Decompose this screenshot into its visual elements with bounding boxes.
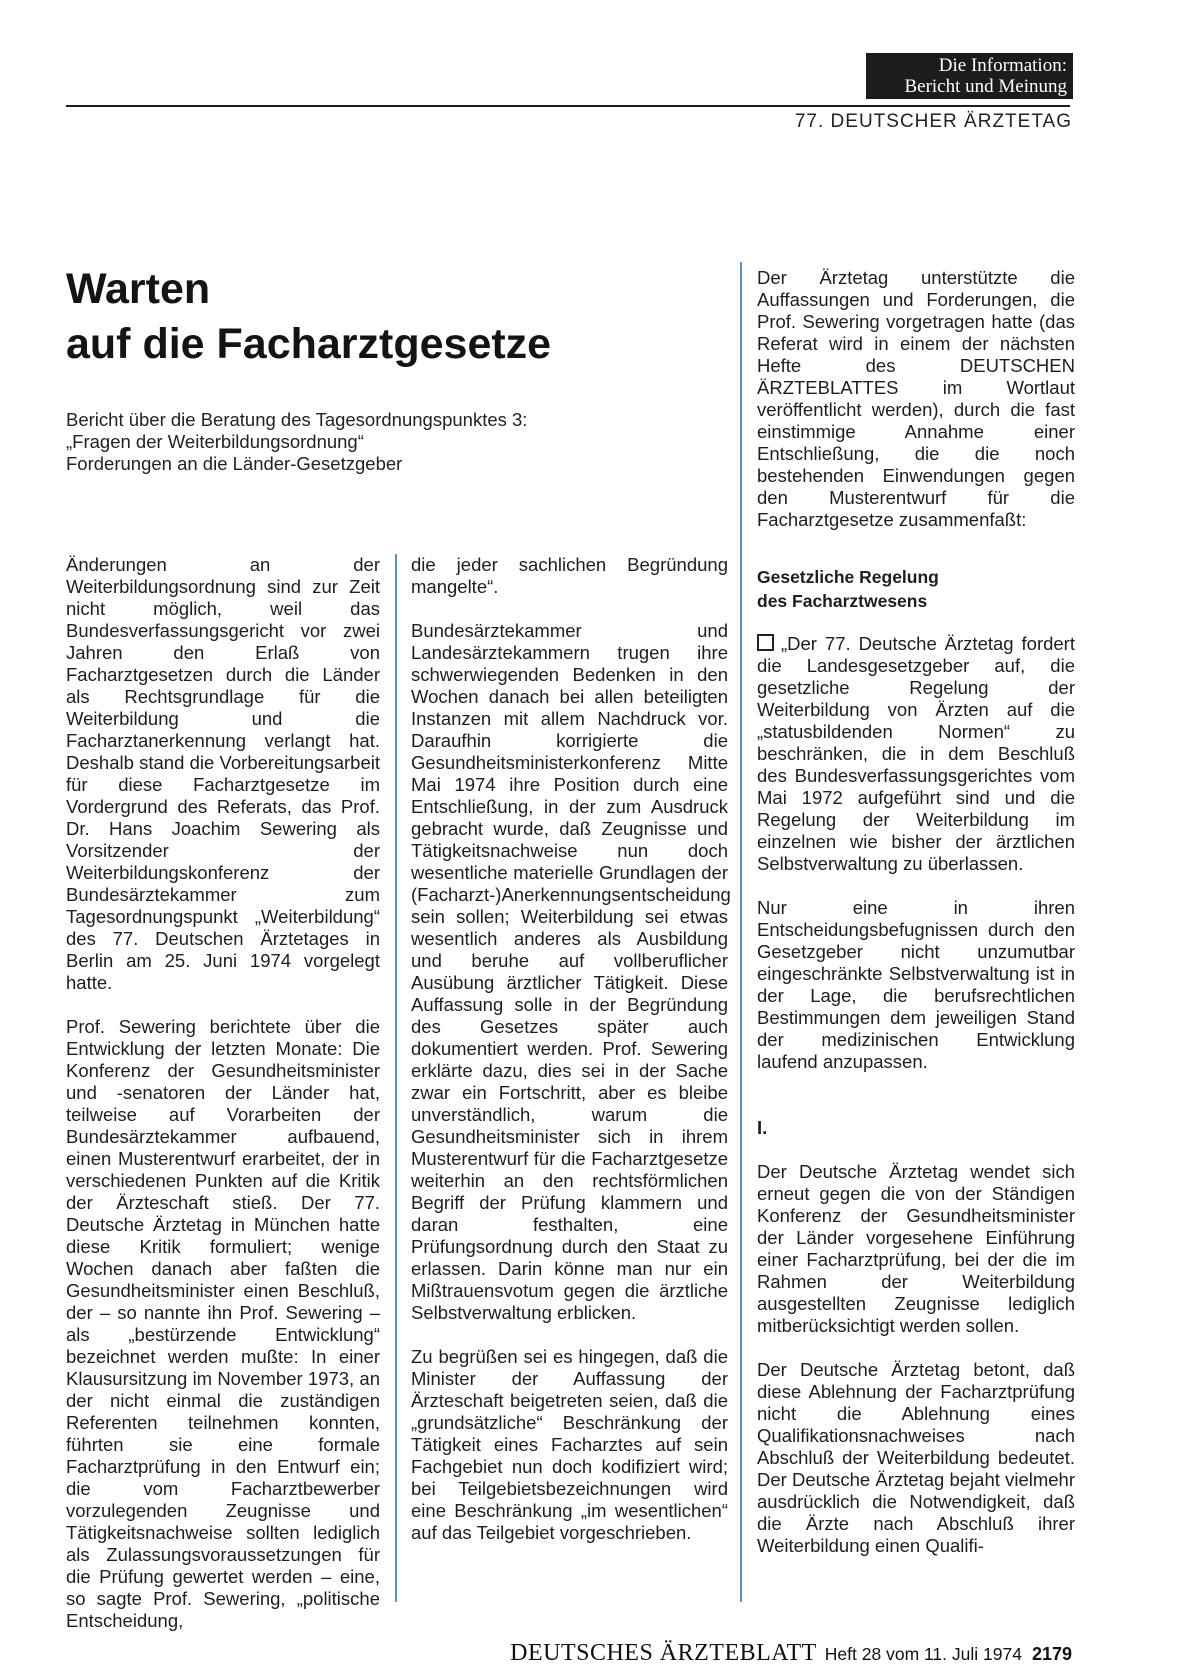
title-line-2: auf die Facharztgesetze [66,320,552,368]
col1-paragraph-1: Änderungen an der Weiterbildungsordnung sind zur Zeit nicht möglich, weil das Bundesverfassungsgericht vor zwei Jahren den Erlaß von Facharztgesetzen durch die Länder als Rechtsgrundlage für die Weiterbildung und die Facharztanerkennung verlangt hat. Deshalb stand die Vorbereitungsarbeit für diese Facharztgesetze im Vordergrund des Referats, das Prof. Dr. Hans Joachim Sewering als Vorsitzender der Weiterbildungskonferenz der Bundesärztekammer zum Tagesordnungspunkt „Weiterbildung“ des 77. Deutschen Ärztetages in Berlin am 25. Juni 1974 vorgelegt hatte. [66,554,380,993]
section-badge [866,53,1073,99]
page-number: 2179 [1031,1644,1072,1664]
badge-line-2: Bericht und Meinung [904,76,1067,97]
subheading-line-2: des Facharztwesens [757,591,928,611]
journal-name: DEUTSCHES ÄRZTEBLATT [510,1640,817,1666]
column-3 [757,267,1075,1557]
header-rule [66,105,1070,107]
subtitle-line-1: Bericht über die Beratung des Tagesordnungspunktes 3: [66,409,528,430]
col2-paragraph-1: die jeder sachlichen Begründung mangelte“. [411,554,728,597]
col1-paragraph-2: Prof. Sewering berichtete über die Entwicklung der letzten Monate: Die Konferenz der Gesundheitsminister und -senatoren der Länder hat, teilweise auf Vorarbeiten der Bundesärztekammer aufbauend, einen Musterentwurf erarbeitet, der in verschiedenen Punkten auf die Kritik der Ärzteschaft stieß. Der 77. Deutsche Ärztetag in München hatte diese Kritik formuliert; wenige Wochen danach aber faßten die Gesundheitsminister einen Beschluß, der – so nannte ihn Prof. Sewering – als „bestürzende Entwicklung“ bezeichnet werden mußte: In einer Klausursitzung im November 1973, an der nicht einmal die zuständigen Referenten teilnehmen konnten, führten sie eine formale Facharztprüfung in den Entwurf ein; die vom Facharztbewerber vorzulegenden Zeugnisse und Tätigkeitsnachweise sollten lediglich als Zulassungsvoraussetzungen für die Prüfung gewertet werden – eine, so sagte Prof. Sewering, „politische Entscheidung, [66,1016,380,1631]
subheading-line-1: Gesetzliche Regelung [757,567,939,587]
subtitle-line-2: „Fragen der Weiterbildungsordnung“ [66,431,364,452]
article-subtitle [66,409,666,475]
column-2 [411,554,731,1544]
issue-info: Heft 28 vom 11. Juli 1974 [824,1644,1022,1664]
title-line-1: Warten [66,265,211,313]
article-title [66,262,666,372]
badge-line-1: Die Information: [938,55,1067,76]
col3-paragraph-4: Der Deutsche Ärztetag wendet sich erneut gegen die von der Ständigen Konferenz der Gesundheitsminister der Länder vorgesehene Einführung einer Facharztprüfung, bei der die im Rahmen der Weiterbildung ausgestellten Zeugnisse lediglich mitberücksichtigt werden sollen. [757,1161,1075,1336]
column-divider-2 [740,262,742,1602]
page-footer [460,1640,1072,1667]
col3-paragraph-3: Nur eine in ihren Entscheidungsbefugnissen durch den Gesetzgeber nicht unzumutbar eingeschränkte Selbstverwaltung ist in der Lage, die berufsrechtlichen Bestimmungen dem jeweiligen Stand der medizinischen Entwicklung laufend anzupassen. [757,897,1075,1072]
section-label: 77. DEUTSCHER ÄRZTETAG [794,111,1072,132]
column-divider-1 [395,554,397,1602]
subtitle-line-3: Forderungen an die Länder-Gesetzgeber [66,453,403,474]
col3-paragraph-1: Der Ärztetag unterstützte die Auffassungen und Forderungen, die Prof. Sewering vorgetragen hatte (das Referat wird in einem der nächsten Hefte des DEUTSCHEN ÄRZTEBLATTES im Wortlaut veröffentlicht werden), durch die fast einstimmige Annahme einer Entschließung, die die noch bestehenden Einwendungen gegen den Musterentwurf für die Facharztgesetze zusammenfaßt: [757,267,1075,530]
column-1 [66,554,380,1632]
col3-paragraph-5: Der Deutsche Ärztetag betont, daß diese Ablehnung der Facharztprüfung nicht die Ablehnung eines Qualifikationsnachweises nach Abschluß der Weiterbildung bedeutet. Der Deutsche Ärztetag bejaht vielmehr ausdrücklich die Notwendigkeit, daß die Ärzte nach Abschluß ihrer Weiterbildung einen Qualifi- [757,1359,1075,1556]
resolution-text: „Der 77. Deutsche Ärztetag fordert die Landesgesetzgeber auf, die gesetzliche Regelung der Weiterbildung von Ärzten auf die „statusbildenden Normen“ zu beschränken, die in dem Beschluß des Bundesverfassungsgerichtes vom Mai 1972 aufgeführt sind und die Regelung der Weiterbildung im einzelnen wie bisher der ärztlichen Selbstverwaltung zu überlassen. [757,633,1075,874]
checkbox-icon [757,634,774,651]
roman-numeral-heading: I. [757,1117,768,1138]
col2-paragraph-3: Zu begrüßen sei es hingegen, daß die Minister der Auffassung der Ärzteschaft beigetreten seien, daß die „grundsätzliche“ Beschränkung der Tätigkeit eines Facharztes auf sein Fachgebiet nun doch kodifiziert wird; bei Teilgebietsbezeichnungen wird eine Beschränkung „im wesentlichen“ auf das Teilgebiet vorgeschrieben. [411,1346,728,1543]
section-subheading [757,565,1075,613]
col3-paragraph-2 [757,633,1075,875]
col2-paragraph-2: Bundesärztekammer und Landesärztekammern trugen ihre schwerwiegenden Bedenken in den Wochen danach bei allen beteiligten Instanzen mit allem Nachdruck vor. Daraufhin korrigierte die Gesundheitsministerkonferenz Mitte Mai 1974 ihre Position durch eine Entschließung, in der zum Ausdruck gebracht wurde, daß Zeugnisse und Tätigkeitsnachweise nun doch wesentliche materielle Grundlagen der (Facharzt-)Anerkennungsentscheidung sein sollen; Weiterbildung sei etwas wesentlich anderes als Ausbildung und beruhe auf vollberuflicher Ausübung ärztlicher Tätigkeit. Diese Auffassung solle in der Begründung des Gesetzes später auch dokumentiert werden. Prof. Sewering erklärte dazu, dies sei in der Sache zwar ein Fortschritt, aber es bleibe unverständlich, warum die Gesundheitsminister sich in ihrem Musterentwurf für die Facharztgesetze weiterhin an den rechtsförmlichen Begriff der Prüfung klammern und daran festhalten, eine Prüfungsordnung durch den Staat zu erlassen. Darin könne man nur ein Mißtrauensvotum gegen die ärztliche Selbstverwaltung erblicken. [411,620,731,1323]
